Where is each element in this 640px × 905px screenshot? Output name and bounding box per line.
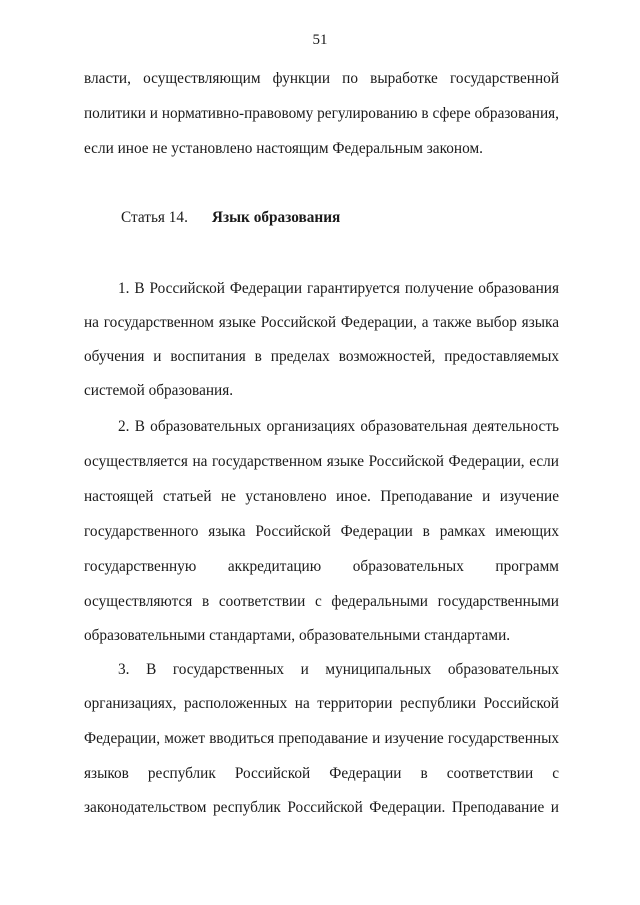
paragraph-line: если иное не установлено настоящим Федеральным законом. (84, 140, 483, 157)
paragraph-line: власти, осуществляющим функции по выработке государственной (84, 70, 559, 87)
article-label: Статья 14. (121, 209, 188, 226)
clause-2-line: настоящей статьей не установлено иное. Преподавание и изучение (84, 488, 559, 505)
clause-3-line: организациях, расположенных на территории республики Российской (84, 695, 559, 712)
article-heading (121, 208, 340, 228)
clause-3-line: языков республик Российской Федерации в соответствии с (84, 765, 559, 782)
paragraph-line: политики и нормативно-правовому регулированию в сфере образования, (84, 105, 559, 122)
article-title: Язык образования (211, 209, 341, 226)
clause-2-line: осуществляются в соответствии с федеральными государственными (84, 593, 559, 610)
clause-2-line: государственного языка Российской Федерации в рамках имеющих (84, 523, 559, 540)
clause-2-line: государственную аккредитацию образовательных программ (84, 558, 559, 575)
clause-2-line: образовательными стандартами, образовательными стандартами. (84, 627, 511, 644)
clause-1-line: на государственном языке Российской Федерации, а также выбор языка (84, 314, 559, 331)
clause-1-line: 1. В Российской Федерации гарантируется получение образования (118, 280, 559, 297)
clause-2-line: осуществляется на государственном языке Российской Федерации, если (84, 453, 559, 470)
clause-1-line: системой образования. (84, 382, 234, 399)
clause-3-line: Федерации, может вводиться преподавание и изучение государственных (84, 730, 559, 747)
page-number: 51 (312, 32, 328, 48)
clause-1-line: обучения и воспитания в пределах возможностей, предоставляемых (84, 348, 559, 365)
clause-3-line: законодательством республик Российской Федерации. Преподавание и (84, 799, 559, 816)
clause-2-line: 2. В образовательных организациях образовательная деятельность (118, 418, 559, 435)
clause-3-line: 3. В государственных и муниципальных образовательных (118, 661, 559, 678)
